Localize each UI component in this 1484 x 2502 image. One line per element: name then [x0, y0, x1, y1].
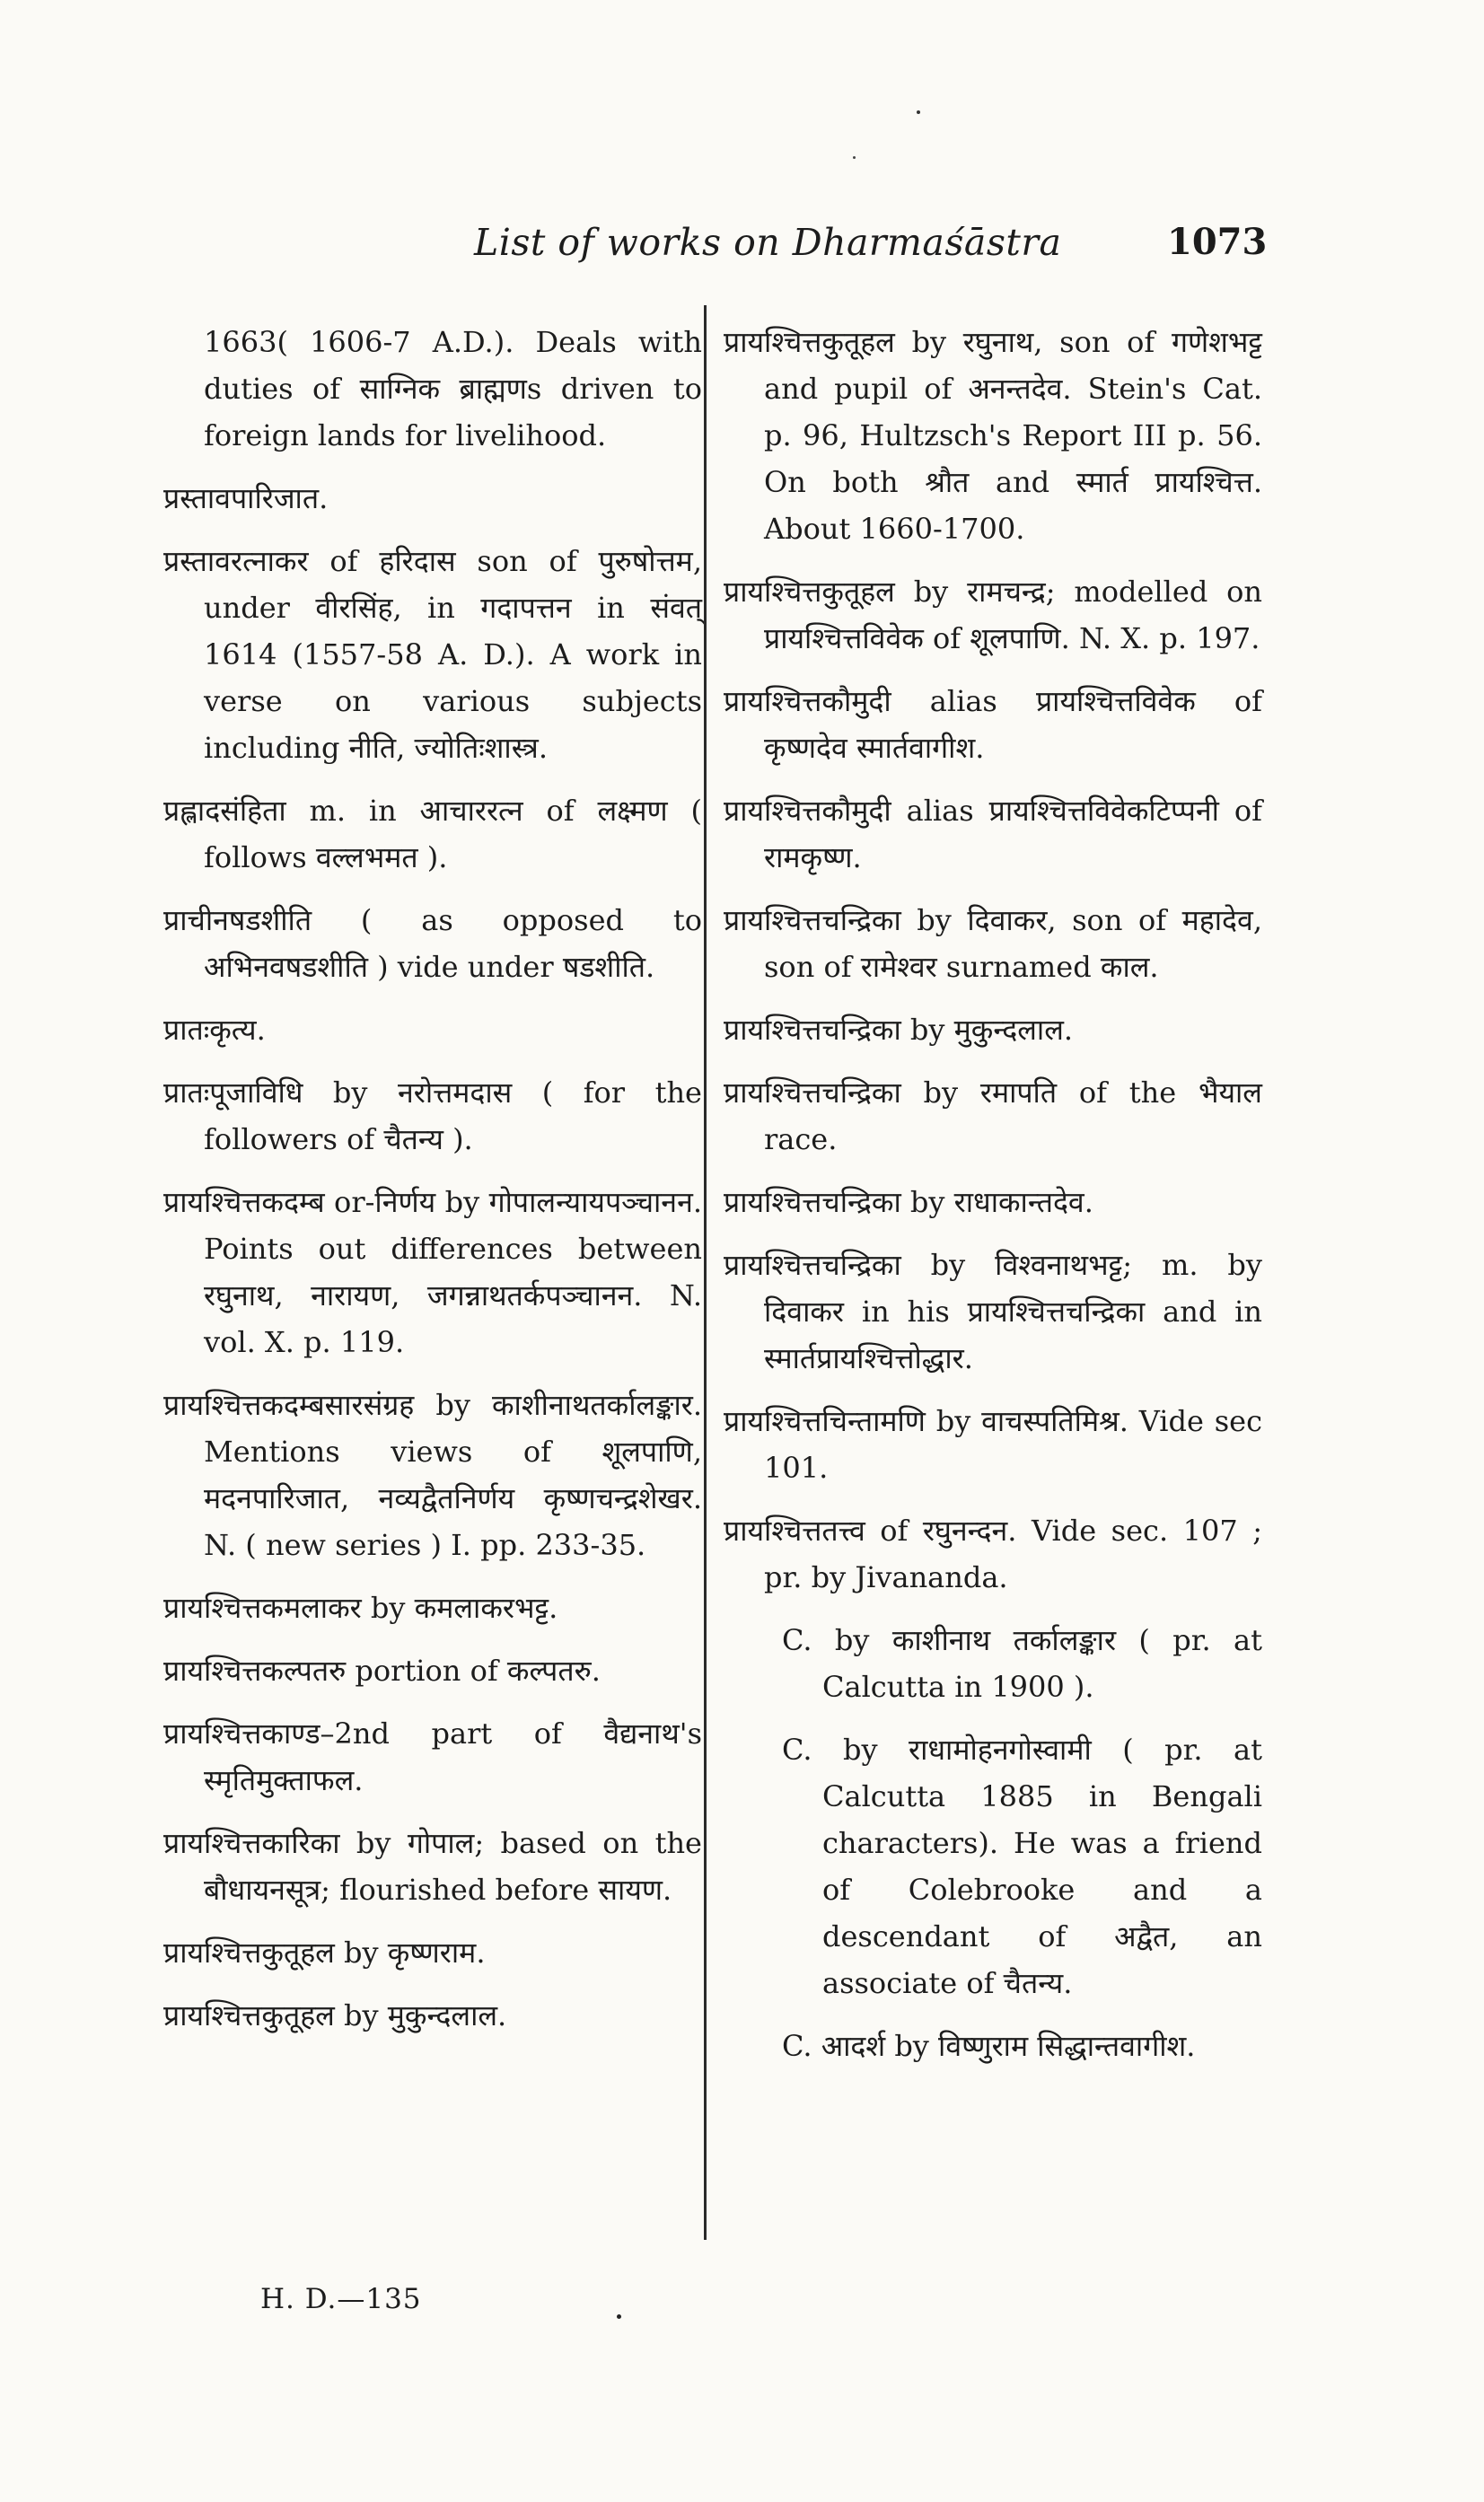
list-item: प्रह्लादसंहिता m. in आचाररत्न of लक्ष्मण ( follows वल्लभमत ). — [163, 794, 702, 874]
list-item: प्रायश्चित्तकौमुदी alias प्रायश्चित्तविवेक of कृष्णदेव स्मार्तवागीश. — [724, 684, 1262, 765]
list-item: प्रातःपूजाविधि by नरोत्तमदास ( for the followers of चैतन्य ). — [163, 1075, 702, 1156]
list-item: प्रायश्चित्तचन्द्रिका by रमापति of the भैयाल race. — [724, 1075, 1262, 1156]
page-header — [0, 214, 1484, 277]
list-item: प्रस्तावपारिजात. — [163, 481, 329, 515]
list-item: प्रायश्चित्तचन्द्रिका by दिवाकर, son of महादेव, son of रामेश्वर surnamed काल. — [724, 903, 1262, 984]
list-item: प्रायश्चित्तचन्द्रिका by विश्वनाथभट्ट; m. by दिवाकर in his प्रायश्चित्तचन्द्रिका and in स्मार्तप्रायश्चित्तोद्धार. — [724, 1248, 1262, 1375]
list-item: प्रायश्चित्तकदम्ब or-निर्णय by गोपालन्यायपञ्चानन. Points out differences between रघुनाथ, नारायण, जगन्नाथतर्कपञ्चानन. N. vol. X. p. 119. — [163, 1185, 702, 1359]
right-column — [724, 319, 1262, 2085]
speck — [917, 110, 920, 114]
list-item: प्रायश्चित्तकदम्बसारसंग्रह by काशीनाथतर्कालङ्कार. Mentions views of शूलपाणि, मदनपारिजात, नव्यद्वैतनिर्णय कृष्णचन्द्रशेखर. N. ( new series ) I. pp. 233-35. — [163, 1388, 702, 1562]
list-item: प्रायश्चित्तकारिका by गोपाल; based on the बौधायनसूत्र; flourished before सायण. — [163, 1826, 702, 1907]
list-item: प्रायश्चित्तचिन्तामणि by वाचस्पतिमिश्र. Vide sec 101. — [724, 1404, 1262, 1485]
commentary-item: C. आदर्श by विष्णुराम सिद्धान्तवागीश. — [782, 2029, 1196, 2063]
list-item: प्रायश्चित्तकाण्ड–2nd part of वैद्यनाथ's स्मृतिमुक्ताफल. — [163, 1716, 702, 1797]
left-column — [163, 319, 702, 2055]
page-number: 1073 — [1167, 221, 1268, 263]
running-title: List of works on Dharmaśāstra — [474, 221, 1062, 264]
commentary-item: C. by राधामोहनगोस्वामी ( pr. at Calcutta 1885 in Bengali characters). He was a friend of Colebrooke and a descendant of अद्वैत, an associate of चैतन्य. — [782, 1733, 1262, 2000]
column-divider — [704, 305, 707, 2240]
list-item: प्रायश्चित्तकमलाकर by कमलाकरभट्ट. — [163, 1591, 558, 1625]
list-item: प्रायश्चित्तचन्द्रिका by राधाकान्तदेव. — [724, 1185, 1093, 1219]
list-item: प्रायश्चित्तचन्द्रिका by मुकुन्दलाल. — [724, 1013, 1074, 1047]
list-item: 1663( 1606-7 A.D.). Deals with duties of साग्निक ब्राह्मणs driven to foreign lands for livelihood. — [204, 325, 702, 452]
speck — [617, 2314, 621, 2319]
list-item: प्रायश्चित्तकुतूहल by कृष्णराम. — [163, 1936, 486, 1970]
list-item: प्रायश्चित्तकुतूहल by मुकुन्दलाल. — [163, 1998, 507, 2032]
list-item: प्रस्तावरत्नाकर of हरिदास son of पुरुषोत्तम, under वीरसिंह, in गदापत्तन in संवत् 1614 (1557-58 A. D.). A work in verse on various subjects including नीति, ज्योतिःशास्त्र. — [163, 544, 702, 765]
commentary-item: C. by काशीनाथ तर्कालङ्कार ( pr. at Calcutta in 1900 ). — [782, 1623, 1262, 1704]
speck — [853, 156, 856, 159]
list-item: प्रायश्चित्ततत्त्व of रघुनन्दन. Vide sec. 107 ; pr. by Jivananda. — [724, 1514, 1262, 1594]
list-item: प्रायश्चित्तकुतूहल by रामचन्द्र; modelled on प्रायश्चित्तविवेक of शूलपाणि. N. X. p. 197. — [724, 575, 1262, 655]
signature-mark: H. D.—135 — [260, 2283, 422, 2315]
list-item: प्रायश्चित्तकुतूहल by रघुनाथ, son of गणेशभट्ट and pupil of अनन्तदेव. Stein's Cat. p. 96, Hultzsch's Report III p. 56. On both श्रौत and स्मार्त प्रायश्चित्त. About 1660-1700. — [724, 325, 1262, 546]
list-item: प्रायश्चित्तकौमुदी alias प्रायश्चित्तविवेकटिप्पनी of रामकृष्ण. — [724, 794, 1262, 874]
list-item: प्रातःकृत्य. — [163, 1013, 266, 1047]
list-item: प्रायश्चित्तकल्पतरु portion of कल्पतरु. — [163, 1654, 601, 1688]
list-item: प्राचीनषडशीति ( as opposed to अभिनवषडशीति ) vide under षडशीति. — [163, 903, 702, 984]
